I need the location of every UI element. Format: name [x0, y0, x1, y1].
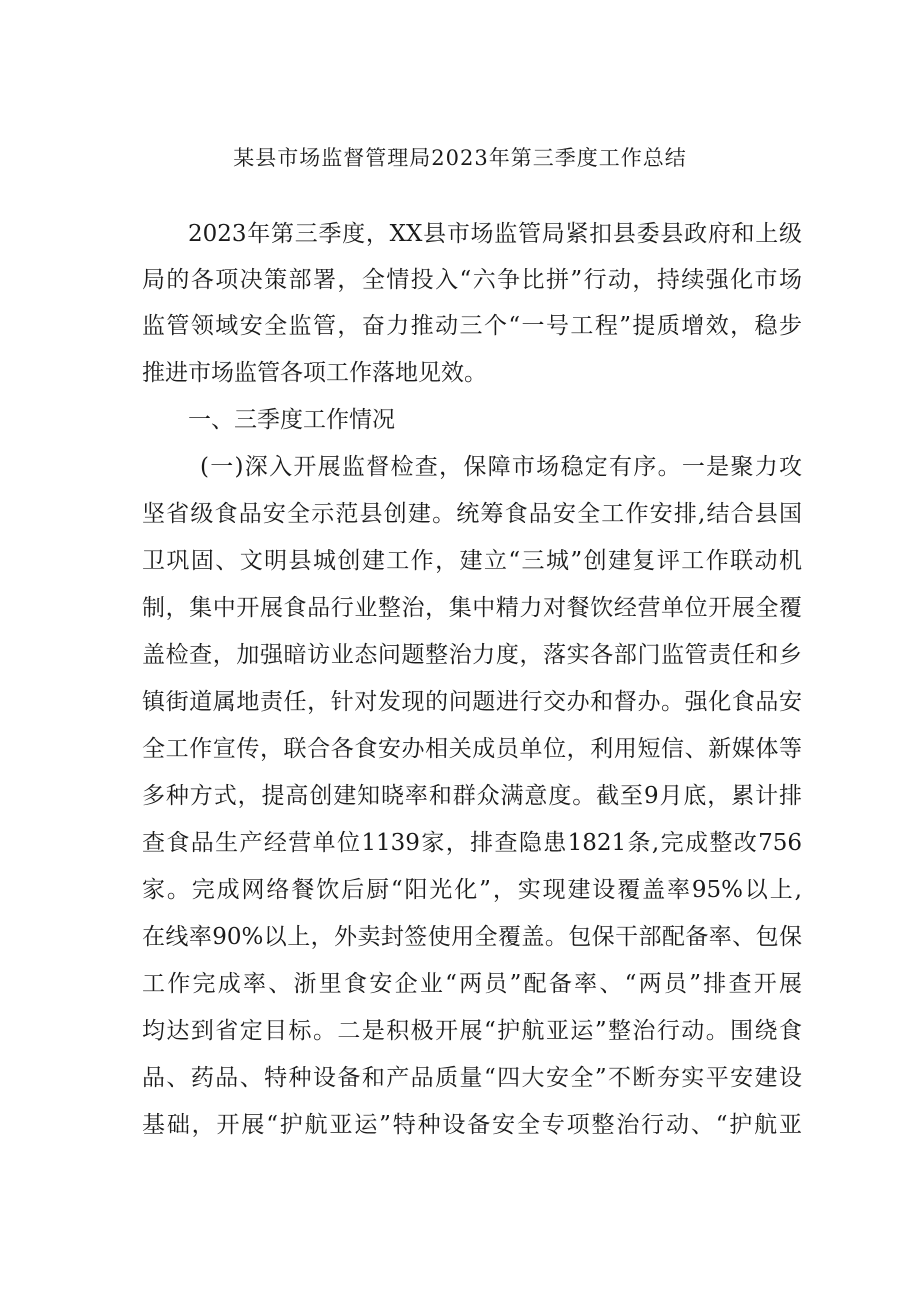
- body-line: 坚省级食品安全示范县创建。统筹食品安全工作安排,结合县国: [142, 501, 802, 527]
- body-line: 镇街道属地责任，针对发现的问题进行交办和督办。强化食品安: [142, 689, 802, 715]
- body-line: 全工作宣传，联合各食安办相关成员单位，利用短信、新媒体等: [142, 736, 802, 762]
- body-line: 在线率90%以上，外卖封签使用全覆盖。包保干部配备率、包保: [142, 924, 802, 950]
- body-line: 家。完成网络餐饮后厨“阳光化”，实现建设覆盖率95%以上,: [142, 877, 802, 903]
- document-title: 某县市场监督管理局2023年第三季度工作总结: [233, 146, 687, 170]
- body-line: (一)深入开展监督检查，保障市场稳定有序。一是聚力攻: [200, 454, 802, 480]
- body-line: 品、药品、特种设备和产品质量“四大安全”不断夯实平安建设: [142, 1065, 802, 1091]
- body-line: 制，集中开展食品行业整治，集中精力对餐饮经营单位开展全覆: [142, 595, 802, 621]
- body-line: 卫巩固、文明县城创建工作，建立“三城”创建复评工作联动机: [142, 548, 802, 574]
- intro-line: 推进市场监管各项工作落地见效。: [142, 360, 487, 386]
- body-line: 多种方式，提高创建知晓率和群众满意度。截至9月底，累计排: [142, 783, 802, 809]
- intro-line: 局的各项决策部署，全情投入“六争比拼”行动，持续强化市场: [142, 267, 802, 293]
- intro-line: 监管领域安全监管，奋力推动三个“一号工程”提质增效，稳步: [142, 313, 802, 339]
- intro-line: 2023年第三季度，XX县市场监管局紧扣县委县政府和上级: [188, 221, 802, 247]
- body-line: 基础，开展“护航亚运”特种设备安全专项整治行动、“护航亚: [142, 1112, 802, 1138]
- body-line: 查食品生产经营单位1139家，排查隐患1821条,完成整改756: [142, 830, 802, 856]
- body-line: 工作完成率、浙里食安企业“两员”配备率、“两员”排查开展: [142, 971, 802, 997]
- body-line: 均达到省定目标。二是积极开展“护航亚运”整治行动。围绕食: [142, 1018, 802, 1044]
- body-line: 盖检查，加强暗访业态问题整治力度，落实各部门监管责任和乡: [142, 642, 802, 668]
- section-heading: 一、三季度工作情况: [188, 407, 395, 433]
